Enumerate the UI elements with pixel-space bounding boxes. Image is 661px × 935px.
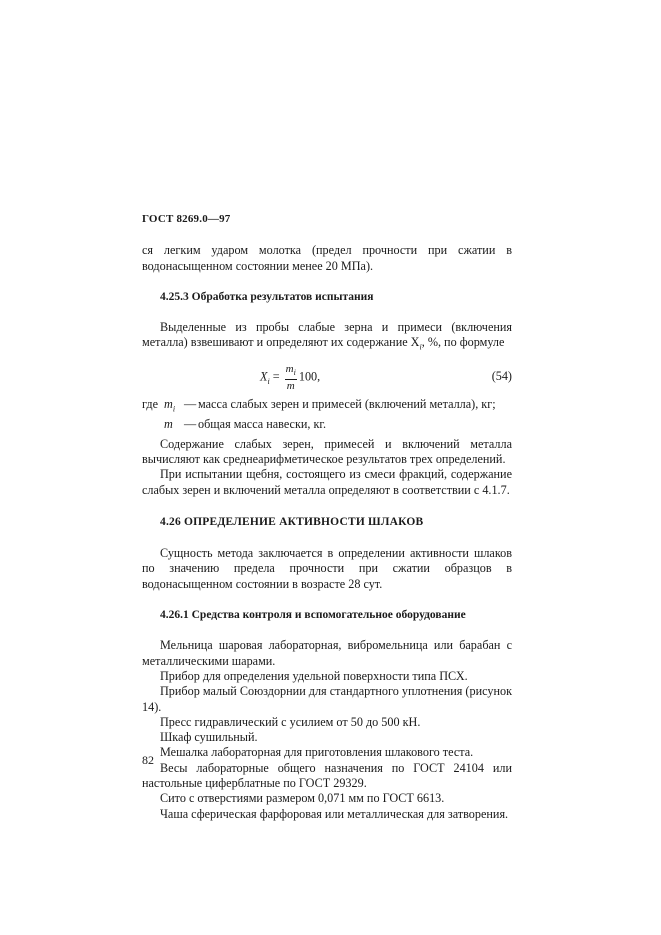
numerator-sub: i (293, 368, 296, 378)
equipment-item: Шкаф сушильный. (160, 730, 258, 745)
formula-denominator: m (286, 380, 295, 393)
running-head: ГОСТ 8269.0—97 (142, 213, 231, 225)
where-item (142, 397, 512, 417)
equipment-item: Прибор малый Союздорнии для стандартного уплотнения (рисунок 14). (142, 684, 512, 714)
equipment-item: Пресс гидравлический с усилием от 50 до 500 кН. (160, 714, 421, 729)
paragraph-mixture: При испытании щебня, состоящего из смеси фракций, содержание слабых зерен и включений металла определяют в соответствии с 4.1.7. (142, 467, 512, 497)
paragraph-4-26: Сущность метода заключается в определении активности шлаков по значению предела прочности при сжатии образцов в водонасыщенном состоянии в возрасте 28 сут. (142, 546, 512, 591)
intro-tail: , %, по формуле (421, 335, 505, 350)
page-number: 82 (142, 753, 154, 767)
equipment-item: Мешалка лабораторная для приготовления шлакового теста. (160, 745, 474, 760)
where-text: масса слабых зерен и примесей (включений металла), кг; (198, 397, 496, 412)
page-content (142, 212, 512, 822)
equation-number: (54) (491, 369, 512, 384)
formula-54 (142, 359, 512, 395)
heading-4-26: 4.26 ОПРЕДЕЛЕНИЕ АКТИВНОСТИ ШЛАКОВ (160, 515, 424, 528)
where-dash: — (184, 397, 197, 412)
paragraph-continuation: ся легким ударом молотка (предел прочности при сжатии в водонасыщенном состоянии менее 20 МПа). (142, 243, 512, 273)
numerator-symbol: m (285, 363, 294, 376)
formula-expression (260, 363, 320, 392)
equipment-item: Мельница шаровая лабораторная, вибромельница или барабан с металлическими шарами. (142, 638, 512, 668)
formula-equals: = (269, 369, 283, 384)
intro-subscript: i (419, 342, 422, 352)
where-dash: — (184, 416, 197, 431)
paragraph-mean: Содержание слабых зерен, примесей и включений металла вычисляют как среднеарифметическое результатов трех определений. (142, 436, 512, 466)
where-text: общая масса навески, кг. (198, 416, 327, 431)
equipment-item: Сито с отверстиями размером 0,071 мм по ГОСТ 6613. (160, 791, 445, 806)
formula-fraction (285, 363, 297, 392)
where-symbol: m (164, 416, 173, 431)
equipment-item: Чаша сферическая фарфоровая или металлическая для затворения. (160, 806, 509, 821)
equipment-item: Весы лабораторные общего назначения по ГОСТ 24104 или настольные циферблатные по ГОСТ 29329. (142, 760, 512, 791)
formula-lhs: X (260, 369, 268, 384)
heading-4-25-3: 4.25.3 Обработка результатов испытания (160, 290, 374, 303)
where-spacer (142, 417, 164, 437)
intro-text: Выделенные из пробы слабые зерна и примеси (включения металла) взвешивают и определяют их содержание X (142, 320, 512, 350)
equipment-item: Прибор для определения удельной поверхности типа ПСХ. (160, 668, 468, 683)
where-symbol: $m_i$ (164, 397, 176, 414)
where-item (142, 417, 512, 437)
where-label: где (142, 397, 159, 412)
formula-factor: 100, (298, 369, 321, 384)
equipment-list (142, 638, 512, 822)
where-list (142, 397, 512, 436)
heading-4-26-1: 4.26.1 Средства контроля и вспомогательное оборудование (160, 609, 466, 622)
formula-numerator (285, 363, 297, 380)
formula-lhs-sub: i (267, 377, 270, 387)
paragraph-results-intro (142, 320, 512, 355)
